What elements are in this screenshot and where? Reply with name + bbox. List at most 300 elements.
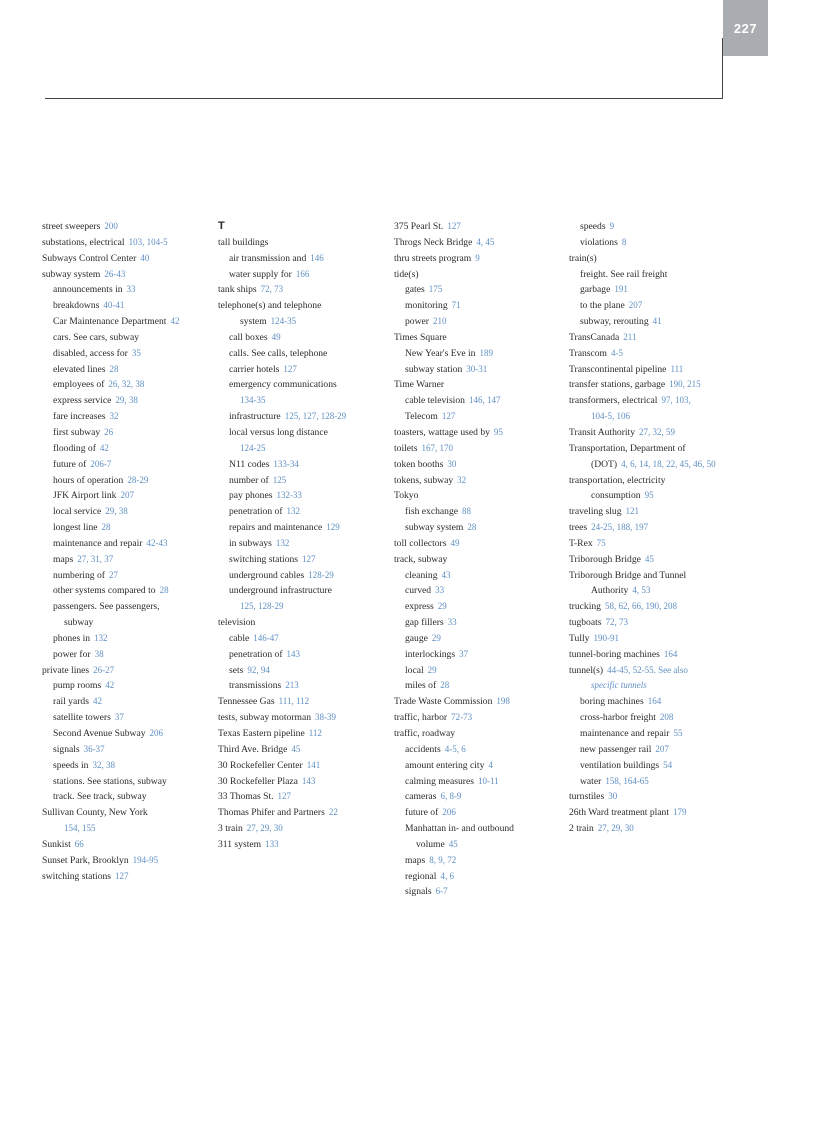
- page-references: 58, 62, 66, 190, 208: [604, 601, 677, 612]
- page-references: 42: [170, 316, 180, 327]
- page-references: 141: [306, 759, 321, 770]
- index-term: sets: [229, 664, 244, 676]
- index-term: Tully: [569, 632, 590, 644]
- page-references: 28: [101, 522, 111, 533]
- page-references: 125, 127, 128-29: [284, 411, 347, 422]
- index-term: toasters, wattage used by: [394, 426, 490, 438]
- page-references: 127: [302, 553, 316, 564]
- page-references: 33: [447, 617, 457, 628]
- index-term: tank ships: [218, 284, 257, 296]
- index-entry: [394, 520, 564, 536]
- index-term: underground infrastructure: [229, 585, 332, 597]
- page-references: 45: [291, 743, 301, 754]
- header-rule: [45, 98, 723, 99]
- index-entry: [569, 282, 739, 298]
- index-entry: [394, 710, 564, 726]
- index-term: violations: [580, 236, 618, 248]
- page-references: 133-34: [273, 458, 299, 469]
- index-term: water supply for: [229, 268, 292, 280]
- page-references: 29, 38: [115, 395, 138, 406]
- index-term: token booths: [394, 458, 444, 470]
- index-entry: [42, 568, 212, 584]
- page-references: 191: [614, 284, 628, 295]
- page-references: 112: [308, 728, 322, 738]
- index-entry: [42, 758, 212, 774]
- index-entry: [42, 235, 212, 251]
- page-references: 4, 53: [632, 585, 651, 596]
- page-references: 200: [104, 221, 118, 231]
- page-references: 4, 45: [476, 236, 495, 247]
- index-term: other systems compared to: [53, 585, 156, 597]
- page-references: 37: [114, 712, 124, 723]
- index-term: calls. See calls, telephone: [229, 347, 328, 359]
- index-term: number of: [229, 474, 269, 486]
- index-entry: [394, 647, 564, 663]
- page-references: 27, 31, 37: [77, 553, 114, 564]
- index-term: street sweepers: [42, 221, 101, 232]
- index-term: Subways Control Center: [42, 252, 137, 264]
- page-references: 190, 215: [669, 379, 701, 390]
- index-entry: [42, 346, 212, 362]
- index-entry: [394, 615, 564, 631]
- index-entry: [394, 599, 564, 615]
- page-references: 75: [596, 537, 606, 548]
- page-references: 166: [295, 268, 310, 279]
- page-references: 143: [301, 775, 316, 786]
- index-term: traveling slug: [569, 506, 622, 518]
- page-references: 4-5, 6: [444, 743, 466, 754]
- index-term: Authority: [591, 585, 629, 597]
- page-references: 9: [609, 221, 615, 231]
- page-references: 133: [265, 838, 279, 849]
- index-term: calming measures: [405, 775, 474, 787]
- page-references: 29: [427, 664, 437, 675]
- index-entry: [42, 473, 212, 489]
- index-entry: [569, 758, 739, 774]
- index-entry: [218, 298, 388, 314]
- index-entry: [569, 631, 739, 647]
- index-entry: [394, 821, 564, 837]
- index-entry: [394, 663, 564, 679]
- index-term: infrastructure: [229, 411, 281, 423]
- page-references: 4-5: [611, 347, 624, 358]
- index-entry: [218, 425, 388, 441]
- index-entry: [218, 235, 388, 251]
- index-term: toll collectors: [394, 537, 447, 549]
- index-entry: [218, 678, 388, 694]
- index-entry: [394, 536, 564, 552]
- page-references: 28: [109, 363, 119, 374]
- index-term: switching stations: [229, 553, 299, 565]
- index-term: 311 system: [218, 838, 262, 850]
- page-references: 26, 32, 38: [108, 379, 145, 390]
- index-entry: [42, 457, 212, 473]
- index-entry: [394, 631, 564, 647]
- page-references: 143: [286, 648, 301, 659]
- page-references: 41: [652, 316, 662, 327]
- page-references: 44-45, 52-55. See also: [607, 664, 688, 675]
- index-term: Times Square: [394, 331, 447, 343]
- index-term: Manhattan in- and outbound: [405, 823, 514, 835]
- page-references: 189: [479, 347, 493, 358]
- index-entry: [42, 377, 212, 393]
- index-term: transfer stations, garbage: [569, 379, 666, 391]
- page-references: 72, 73: [260, 284, 284, 295]
- index-term: JFK Airport link: [53, 490, 117, 502]
- index-entry: [569, 583, 739, 599]
- page-references: 27: [108, 569, 118, 580]
- index-entry: [42, 599, 212, 615]
- page-references: 134-35: [240, 395, 266, 406]
- page-references: 208: [659, 712, 674, 723]
- index-entry: [42, 552, 212, 568]
- index-term: cars. See cars, subway: [53, 331, 140, 343]
- index-term: N11 codes: [229, 458, 270, 470]
- page-references: 124-25: [240, 442, 266, 453]
- index-term: express service: [53, 395, 112, 407]
- page-references: 33: [435, 585, 445, 596]
- index-entry: [42, 869, 212, 885]
- index-entry: [569, 346, 739, 362]
- page-references: 92, 94: [247, 664, 270, 675]
- page-references: 42: [105, 680, 115, 691]
- index-entry: [42, 441, 212, 457]
- page-references: specific tunnels: [591, 680, 647, 691]
- index-term: speeds: [580, 221, 606, 232]
- index-entry: [569, 805, 739, 821]
- index-entry: [218, 282, 388, 298]
- index-term: power: [405, 316, 429, 328]
- index-term: Sunset Park, Brooklyn: [42, 854, 129, 866]
- index-term: miles of: [405, 680, 437, 692]
- index-term: numbering of: [53, 569, 105, 581]
- page-references: 37: [459, 648, 469, 659]
- index-entry: [218, 377, 388, 393]
- page-references: 42-43: [146, 537, 168, 548]
- index-term: television: [218, 617, 256, 629]
- index-term: maps: [53, 553, 74, 565]
- page-references: 194-95: [132, 854, 159, 865]
- index-term: new passenger rail: [580, 743, 652, 755]
- page-references: 207: [628, 300, 643, 311]
- page-references: 127: [277, 791, 292, 802]
- index-term: local versus long distance: [229, 426, 328, 438]
- index-term: trees: [569, 522, 588, 534]
- page-references: 207: [120, 490, 134, 501]
- index-entry: [42, 583, 212, 599]
- index-entry: [394, 488, 564, 504]
- index-entry: [569, 409, 739, 425]
- index-entry: [394, 346, 564, 362]
- index-entry: [394, 235, 564, 251]
- index-term: future of: [53, 458, 87, 470]
- index-entry: [42, 298, 212, 314]
- page-references: 45: [644, 553, 654, 564]
- page-references: 125, 128-29: [240, 601, 284, 612]
- page-references: 164: [663, 648, 678, 659]
- page-references: 42: [99, 442, 109, 453]
- index-entry: [218, 346, 388, 362]
- index-term: toilets: [394, 442, 418, 454]
- page-references: 128-29: [308, 569, 334, 580]
- index-term: track. See track, subway: [53, 791, 147, 803]
- index-entry: [218, 441, 388, 457]
- index-entry: [218, 837, 388, 853]
- page-references: 66: [74, 838, 84, 849]
- index-entry: [569, 219, 739, 235]
- page-references: 40: [140, 252, 150, 263]
- index-entry: [218, 694, 388, 710]
- page-references: 29, 38: [105, 506, 128, 517]
- index-term: local service: [53, 506, 102, 518]
- index-column-1: [42, 219, 212, 884]
- page-references: 29: [437, 601, 447, 612]
- index-entry: [569, 694, 739, 710]
- index-entry: [42, 425, 212, 441]
- index-entry: [218, 504, 388, 520]
- page-references: 95: [644, 490, 654, 501]
- index-term: announcements in: [53, 284, 123, 296]
- index-term: freight. See rail freight: [580, 268, 668, 280]
- index-column-4: [569, 219, 739, 837]
- index-entry: [42, 821, 212, 837]
- page-references: 72-73: [451, 712, 473, 723]
- page-references: 146: [310, 252, 324, 263]
- index-entry: [394, 473, 564, 489]
- index-term: signals: [53, 743, 80, 755]
- index-term: garbage: [580, 284, 611, 296]
- index-term: switching stations: [42, 870, 112, 882]
- index-term: T-Rex: [569, 537, 593, 549]
- index-term: gauge: [405, 632, 428, 644]
- index-entry: [218, 805, 388, 821]
- index-entry: [569, 663, 739, 679]
- page-references: 26: [104, 426, 114, 437]
- index-entry: [569, 362, 739, 378]
- index-entry: [569, 710, 739, 726]
- index-term: curved: [405, 585, 432, 597]
- index-term: underground cables: [229, 569, 305, 581]
- index-term: Transcom: [569, 347, 608, 359]
- index-entry: [42, 520, 212, 536]
- index-term: tugboats: [569, 617, 602, 629]
- index-term: hours of operation: [53, 474, 124, 486]
- index-entry: [218, 314, 388, 330]
- index-entry: [42, 663, 212, 679]
- index-term: Second Avenue Subway: [53, 728, 146, 739]
- index-term: express: [405, 601, 434, 613]
- index-term: train(s): [569, 252, 597, 264]
- index-entry: [218, 631, 388, 647]
- index-entry: [569, 377, 739, 393]
- index-term: 26th Ward treatment plant: [569, 807, 670, 819]
- index-entry: [569, 488, 739, 504]
- page-references: 35: [131, 347, 141, 358]
- index-term: tall buildings: [218, 236, 269, 248]
- page-references: 38: [94, 648, 104, 659]
- page-references: 27, 29, 30: [597, 823, 634, 834]
- page-references: 95: [493, 426, 503, 437]
- index-term: disabled, access for: [53, 347, 128, 359]
- page-references: 32: [457, 474, 467, 485]
- page-references: 206-7: [90, 458, 112, 469]
- page-references: 6, 8-9: [440, 791, 462, 802]
- index-term: maps: [405, 854, 426, 866]
- index-entry: [218, 536, 388, 552]
- index-entry: [569, 647, 739, 663]
- index-entry: [569, 520, 739, 536]
- index-entry: [569, 314, 739, 330]
- index-term: subway system: [42, 268, 101, 280]
- index-term: cleaning: [405, 569, 438, 581]
- index-entry: [42, 393, 212, 409]
- index-term: interlockings: [405, 648, 456, 660]
- index-entry: [394, 267, 564, 283]
- page-references: 28: [467, 522, 477, 533]
- index-term: phones in: [53, 632, 91, 644]
- index-term: flooding of: [53, 442, 96, 454]
- index-term: fare increases: [53, 411, 106, 423]
- index-term: (DOT): [591, 458, 618, 470]
- index-entry: [569, 425, 739, 441]
- index-term: maintenance and repair: [580, 728, 670, 739]
- page-references: 206: [149, 728, 164, 738]
- index-entry: [394, 774, 564, 790]
- index-term: thru streets program: [394, 252, 472, 264]
- index-term: 33 Thomas St.: [218, 791, 274, 803]
- page-references: 206: [442, 807, 456, 818]
- index-term: satellite towers: [53, 712, 111, 724]
- index-entry: [394, 884, 564, 900]
- page-references: 132: [275, 537, 290, 548]
- index-column-3: [394, 219, 564, 900]
- page-references: 127: [447, 221, 461, 231]
- index-term: tokens, subway: [394, 474, 454, 486]
- index-term: monitoring: [405, 300, 448, 312]
- index-term: tunnel-boring machines: [569, 648, 660, 660]
- index-term: emergency communications: [229, 379, 337, 391]
- index-entry: [42, 362, 212, 378]
- index-term: breakdowns: [53, 300, 100, 312]
- index-term: subway station: [405, 363, 463, 375]
- page-references: 26-43: [104, 268, 126, 279]
- index-entry: [42, 282, 212, 298]
- page-references: 97, 103,: [661, 395, 691, 406]
- page-references: 49: [450, 537, 460, 548]
- index-term: transformers, electrical: [569, 395, 658, 407]
- index-entry: [42, 710, 212, 726]
- index-entry: [394, 694, 564, 710]
- index-term: longest line: [53, 522, 98, 534]
- index-entry: [569, 552, 739, 568]
- index-entry: [569, 330, 739, 346]
- index-term: cameras: [405, 791, 437, 803]
- page-references: 179: [673, 807, 687, 818]
- index-entry: [42, 631, 212, 647]
- letter-heading: T: [218, 220, 225, 232]
- page-references: 211: [623, 331, 637, 342]
- page-references: 30-31: [466, 363, 488, 374]
- index-term: employees of: [53, 379, 105, 391]
- index-entry: [218, 330, 388, 346]
- index-entry: [42, 837, 212, 853]
- index-term: Transcontinental pipeline: [569, 363, 667, 375]
- page-references: 164: [647, 696, 662, 707]
- index-entry: [569, 678, 739, 694]
- index-term: substations, electrical: [42, 236, 125, 248]
- index-entry: [569, 504, 739, 520]
- index-term: amount entering city: [405, 759, 485, 771]
- page-references: 213: [285, 680, 299, 691]
- index-term: system: [240, 316, 267, 328]
- index-entry: [218, 710, 388, 726]
- index-entry: [569, 742, 739, 758]
- page-references: 32: [109, 411, 119, 422]
- index-term: transportation, electricity: [569, 474, 666, 486]
- index-term: speeds in: [53, 759, 89, 771]
- page-references: 124-35: [270, 316, 297, 327]
- index-entry: [42, 504, 212, 520]
- index-entry: [218, 615, 388, 631]
- index-entry: [42, 694, 212, 710]
- index-term: fish exchange: [405, 506, 459, 518]
- index-term: penetration of: [229, 506, 283, 518]
- index-entry: [42, 251, 212, 267]
- index-entry: [569, 615, 739, 631]
- index-term: ventilation buildings: [580, 759, 660, 771]
- index-column-2: [218, 219, 388, 853]
- page-references: 132-33: [276, 490, 302, 501]
- index-entry: [394, 853, 564, 869]
- page-references: 207: [655, 743, 669, 754]
- page-references: 29: [431, 632, 441, 643]
- index-term: tide(s): [394, 268, 419, 280]
- index-term: gap fillers: [405, 617, 444, 629]
- index-term: regional: [405, 870, 437, 882]
- index-term: 3 train: [218, 823, 243, 835]
- index-term: Telecom: [405, 411, 438, 423]
- index-term: water: [580, 775, 602, 787]
- index-entry: [218, 647, 388, 663]
- index-entry: [569, 267, 739, 283]
- index-term: 375 Pearl St.: [394, 221, 444, 232]
- index-entry: [218, 568, 388, 584]
- page-references: 111: [670, 363, 684, 374]
- index-term: New Year's Eve in: [405, 347, 476, 359]
- index-entry: [394, 869, 564, 885]
- index-term: tunnel(s): [569, 664, 604, 676]
- index-entry: [218, 821, 388, 837]
- page-references: 28: [159, 585, 169, 596]
- index-entry: [218, 552, 388, 568]
- index-term: 30 Rockefeller Plaza: [218, 775, 298, 787]
- index-term: call boxes: [229, 331, 268, 343]
- page-references: 4: [488, 759, 493, 770]
- index-term: air transmission and: [229, 252, 307, 264]
- page-references: 8: [621, 236, 627, 247]
- index-entry: [218, 488, 388, 504]
- index-term: transmissions: [229, 680, 282, 692]
- index-term: to the plane: [580, 300, 625, 312]
- page-number: 227: [733, 20, 758, 36]
- index-entry: [218, 251, 388, 267]
- index-term: turnstiles: [569, 791, 605, 803]
- index-entry: [218, 583, 388, 599]
- index-entry: [569, 251, 739, 267]
- index-entry: [394, 425, 564, 441]
- index-term: Sullivan County, New York: [42, 807, 148, 819]
- page-references: 38-39: [315, 712, 336, 723]
